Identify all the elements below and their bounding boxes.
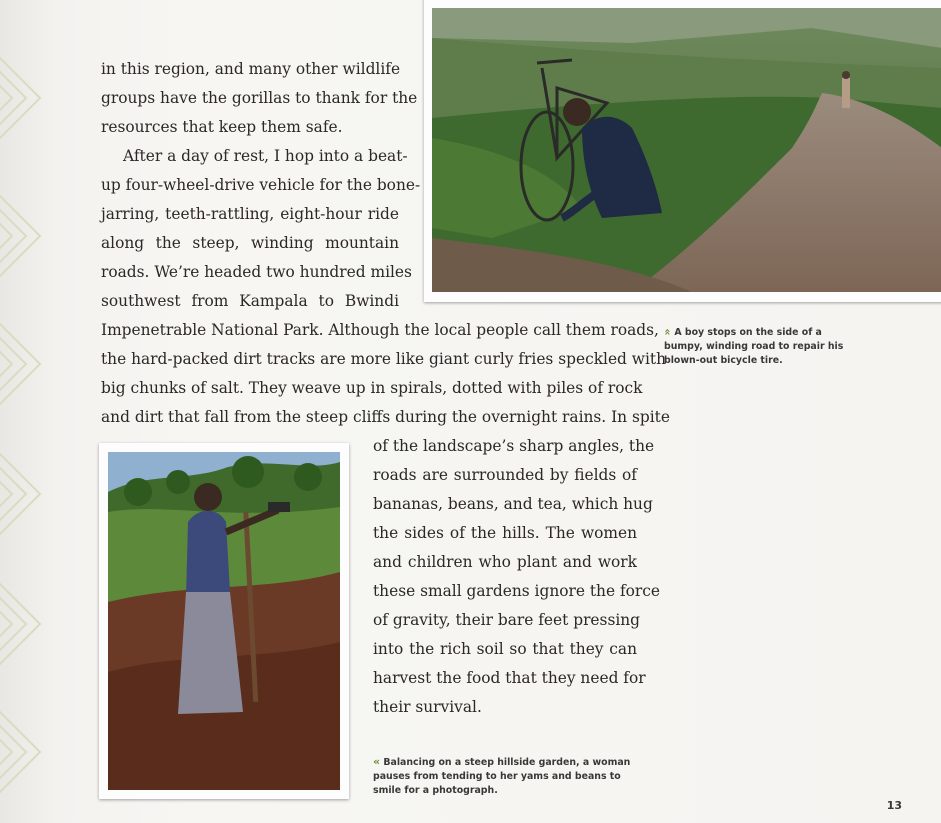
- text-line: After a day of rest, I hop into a beat-: [123, 147, 408, 165]
- column-bottom: [373, 432, 661, 722]
- caption-line: Balancing on a steep hillside garden, a woman: [383, 757, 631, 768]
- text-line: their survival.: [373, 698, 482, 716]
- text-line: in this region, and many other wildlife: [101, 60, 401, 78]
- caption-line: smile for a photograph.: [373, 785, 498, 796]
- paragraph-1: [101, 55, 418, 142]
- text-line: the sides of the hills. The women: [373, 524, 637, 542]
- text-line: big chunks of salt. They weave up in spirals, dotted with piles of rock: [101, 379, 643, 397]
- text-line: and dirt that fall from the steep cliffs during the overnight rains. In spite: [101, 408, 670, 426]
- bicycle-photo-caption: [660, 325, 864, 368]
- caption-arrow-icon: «: [373, 755, 381, 768]
- caption-line: blown-out bicycle tire.: [664, 355, 783, 366]
- text-line: southwest from Kampala to Bwindi: [101, 292, 399, 310]
- caption-arrow-icon: »: [660, 328, 674, 336]
- text-line: roads. We’re headed two hundred miles: [101, 263, 412, 281]
- page-number: 13: [886, 799, 902, 812]
- text-line: bananas, beans, and tea, which hug: [373, 495, 653, 513]
- caption-line: pauses from tending to her yams and beans to: [373, 771, 621, 782]
- text-line: of the landscape’s sharp angles, the: [373, 437, 655, 455]
- text-line: Impenetrable National Park. Although the local people call them roads,: [101, 321, 659, 339]
- text-line: of gravity, their bare feet pressing: [373, 611, 641, 629]
- caption-line: bumpy, winding road to repair his: [664, 341, 844, 352]
- text-line: harvest the food that they need for: [373, 669, 646, 687]
- caption-line: A boy stops on the side of a: [674, 327, 822, 338]
- bicycle-photo: [424, 0, 941, 302]
- text-line: roads are surrounded by fields of: [373, 466, 637, 484]
- text-line: along the steep, winding mountain: [101, 234, 399, 252]
- text-line: resources that keep them safe.: [101, 118, 343, 136]
- column-top: [101, 55, 421, 316]
- text-line: and children who plant and work: [373, 553, 637, 571]
- text-line: groups have the gorillas to thank for the: [101, 89, 418, 107]
- farmer-photo: [99, 443, 349, 799]
- diamond-pattern-decoration: [0, 0, 46, 823]
- text-line: these small gardens ignore the force: [373, 582, 661, 600]
- bicycle-repair-image: [432, 8, 941, 292]
- farmer-photo-caption: [373, 755, 643, 798]
- column-wide: [101, 316, 670, 432]
- text-line: up four-wheel-drive vehicle for the bone-: [101, 176, 421, 194]
- hillside-garden-image: [108, 452, 340, 790]
- text-line: the hard-packed dirt tracks are more like giant curly fries speckled with: [101, 350, 666, 368]
- text-line: into the rich soil so that they can: [373, 640, 637, 658]
- text-line: jarring, teeth-rattling, eight-hour ride: [101, 205, 399, 223]
- paragraph-2: [101, 142, 421, 316]
